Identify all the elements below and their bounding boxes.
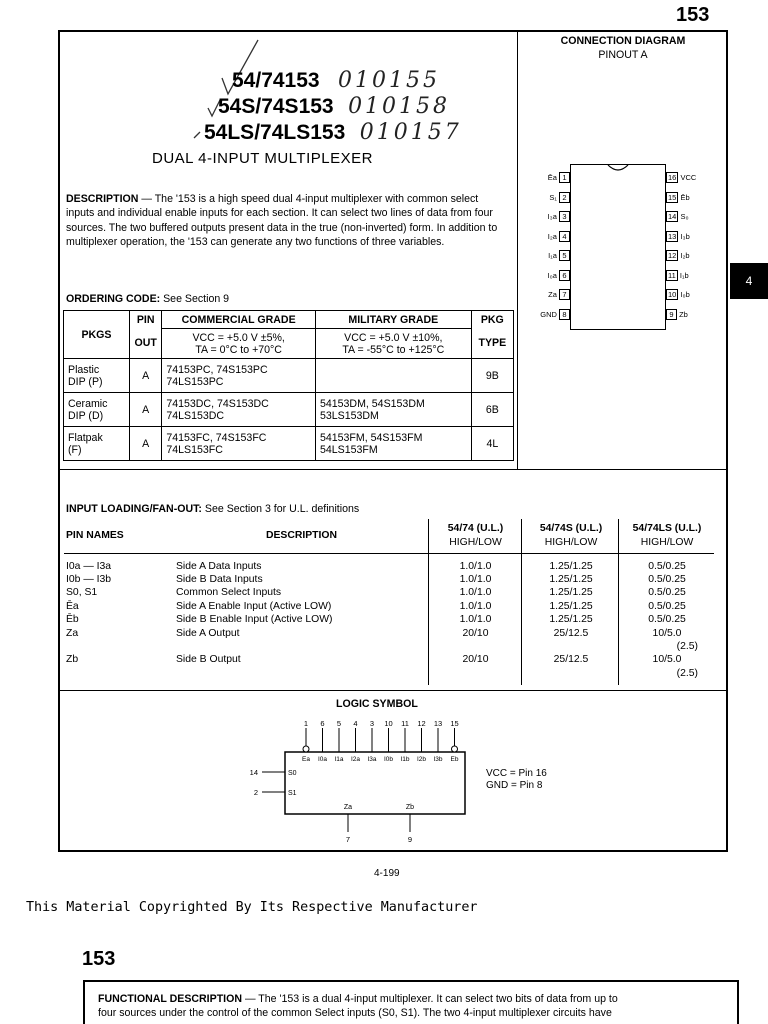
load-5474s: 1.25/1.25 [549, 560, 593, 572]
col-pkgs: PKGS [64, 311, 130, 359]
pin-name: I₁b [679, 270, 689, 280]
chip-pin-right [666, 231, 690, 242]
load-5474ls: 0.5/0.25 [648, 600, 686, 612]
col-pkg: PKG [471, 311, 513, 329]
logic-symbol-title: LOGIC SYMBOL [336, 698, 418, 710]
pin-number: 11 [668, 270, 676, 280]
pin-number: 14 [668, 212, 677, 221]
section-divider-2 [59, 690, 728, 691]
pin-description: Side A Output [176, 627, 240, 639]
pin-name: Ēa [547, 173, 557, 182]
load-5474: 1.0/1.0 [459, 560, 492, 572]
load-5474ls: 0.5/0.25 [648, 573, 686, 585]
pin-number-label: 6 [320, 719, 325, 728]
table-row [64, 586, 714, 599]
handwritten-code: 010158 [348, 94, 451, 119]
pin-number: 10 [668, 290, 677, 299]
pin-signal-label: Ea [302, 756, 310, 763]
load-5474ls: 10/5.0 (2.5) [652, 654, 698, 679]
load-5474s: 1.25/1.25 [549, 614, 593, 626]
pin-number: 7 [559, 289, 570, 300]
pin-name: Za [66, 627, 79, 639]
pin-number-label: 15 [450, 719, 459, 728]
load-5474s: 25/12.5 [553, 627, 589, 639]
page-footer-number: 4-199 [374, 868, 400, 879]
load-5474ls: 0.5/0.25 [648, 614, 686, 626]
load-5474s: 1.25/1.25 [549, 573, 593, 585]
chip-pin-right [666, 192, 690, 203]
pin-signal-label: I1a [334, 756, 344, 763]
section-divider [59, 469, 728, 470]
pin-signal-label: Eb [450, 756, 459, 763]
commercial-conditions: VCC = +5.0 V ±5%, TA = 0°C to +70°C [162, 329, 316, 359]
part-line-2 [218, 94, 450, 119]
pin-name: GND [540, 309, 557, 319]
s0-number: 14 [249, 768, 258, 777]
ordering-code-label: ORDERING CODE: See Section 9 [66, 293, 230, 305]
pin-number: 5 [559, 250, 570, 261]
part-number: 54S/74S153 [218, 95, 334, 118]
zb-number: 9 [407, 835, 413, 844]
load-5474ls: 0.5/0.25 [648, 560, 686, 572]
part-number: 54/74153 [232, 69, 320, 92]
pin-description: Side B Output [176, 654, 241, 666]
pin-number: 1 [559, 172, 570, 183]
load-5474: 1.0/1.0 [459, 587, 492, 599]
pin-number-label: 11 [401, 719, 409, 728]
inversion-bubble [452, 746, 458, 752]
pin-number: 6 [559, 270, 570, 281]
za-label: Za [343, 804, 353, 811]
pin-number-label: 1 [303, 719, 309, 728]
load-5474: 1.0/1.0 [459, 600, 492, 612]
pin-name: I₂a [547, 231, 557, 241]
chip-pin-right [666, 309, 688, 320]
pin-description: Side B Enable Input (Active LOW) [176, 614, 333, 626]
logic-symbol-diagram [240, 716, 480, 848]
pin-number: 13 [668, 231, 677, 241]
pin-description: Side A Enable Input (Active LOW) [176, 600, 332, 612]
pin-number-label: 4 [353, 719, 358, 728]
ordering-table [63, 310, 514, 461]
chip-pin-right [666, 289, 690, 300]
pin-name: S0, S1 [66, 587, 98, 599]
load-5474: 1.0/1.0 [459, 573, 492, 585]
table-row [64, 600, 714, 613]
col-commercial: COMMERCIAL GRADE [162, 311, 316, 329]
col-pin: PIN [129, 311, 161, 329]
loading-col-divider [521, 519, 522, 685]
pin-number-label: 3 [369, 719, 375, 728]
pin-name: I₀b [680, 290, 690, 299]
col-5474: 54/74 (U.L.) HIGH/LOW [447, 523, 504, 548]
pin-number-label: 5 [336, 719, 342, 728]
pin-signal-label: I1b [400, 756, 410, 763]
s0-label: S0 [288, 770, 297, 777]
load-5474: 20/10 [462, 627, 489, 639]
device-subtitle: DUAL 4-INPUT MULTIPLEXER [152, 150, 373, 167]
zb-label: Zb [405, 804, 415, 811]
pin-number-label: 12 [417, 719, 426, 728]
col-5474s: 54/74S (U.L.) HIGH/LOW [539, 523, 603, 548]
pin-number: 9 [666, 309, 677, 320]
input-loading-table [64, 519, 714, 680]
functional-description: FUNCTIONAL DESCRIPTION — The '153 is a dual 4-input multiplexer. It can select two bits of data from up to four sources under the control of the common Select inputs (S0, S1). The two 4-input multiplexer circuits have [98, 993, 618, 1020]
chip-pin-left [524, 289, 570, 300]
handwritten-code: 010157 [359, 120, 462, 145]
load-5474ls: 0.5/0.25 [648, 587, 686, 599]
pin-name: Ēb [66, 614, 79, 626]
table-row [64, 653, 714, 680]
chip-pin-right [666, 270, 689, 281]
s1-label: S1 [288, 790, 297, 797]
pin-signal-label: I0b [383, 756, 394, 763]
load-5474s: 1.25/1.25 [549, 587, 593, 599]
part-number: 54LS/74LS153 [204, 121, 346, 144]
section-tab[interactable]: 4 [730, 263, 768, 299]
chip-pin-left [524, 172, 570, 183]
pin-number: 3 [559, 211, 570, 222]
load-5474: 1.0/1.0 [459, 614, 492, 626]
pin-name: S₀ [680, 212, 689, 221]
chip-pin-right [666, 250, 690, 261]
pin-name: VCC [680, 173, 697, 182]
loading-col-divider [618, 519, 619, 685]
chip-pin-left [524, 231, 570, 242]
col-pin-names: PIN NAMES [66, 530, 124, 542]
load-5474s: 25/12.5 [553, 654, 589, 666]
load-5474: 20/10 [462, 654, 489, 666]
load-5474ls: 10/5.0 (2.5) [652, 627, 698, 652]
pin-name: Ēa [66, 600, 79, 612]
description-text: The '153 is a high speed dual 4-input multiplexer with common select inputs and individual enable inputs for each section. It can select two lines of data from four sources. The two buffered outputs present data in the true (non-inverted) form. In addition to multiplexer operation, the '153 can generate any two functions of three variables. [66, 193, 498, 249]
chip-pin-left [524, 211, 570, 222]
pin-name: I₂b [680, 251, 690, 260]
copyright-notice: This Material Copyrighted By Its Respective Manufacturer [26, 900, 478, 915]
pin-name: I₃a [547, 212, 557, 221]
description-heading: DESCRIPTION [66, 193, 139, 205]
chip-notch [606, 163, 630, 173]
military-conditions: VCC = +5.0 V ±10%, TA = -55°C to +125°C [315, 329, 471, 359]
pin-signal-label: I2a [350, 756, 361, 763]
pin-number: 12 [668, 251, 677, 260]
pin-number: 15 [668, 192, 677, 202]
chip-pin-right [666, 172, 696, 183]
pin-name: Zb [66, 654, 79, 666]
chip-body [570, 164, 666, 330]
pin-number: 8 [559, 309, 570, 320]
pin-name: Za [548, 290, 557, 299]
col-description: DESCRIPTION [265, 530, 337, 542]
table-row [64, 573, 714, 586]
pin-number: 4 [559, 231, 570, 242]
loading-col-divider [428, 519, 429, 685]
table-row [64, 553, 714, 573]
pin-name: I₀a [547, 270, 557, 280]
pin-number: 2 [559, 192, 570, 203]
pin-name: Ēb [680, 192, 690, 202]
col-military: MILITARY GRADE [315, 311, 471, 329]
pin-name: I0a — I3a [66, 560, 112, 572]
table-row [64, 613, 714, 626]
connection-diagram-subtitle: PINOUT A [598, 49, 648, 61]
pin-name: I0b — I3b [66, 573, 112, 585]
table-row: Plastic DIP (P) A 74153PC, 74S153PC 74LS153PC 9B [64, 359, 514, 393]
column-divider [517, 31, 518, 469]
pin-name: Zb [679, 309, 688, 319]
description: DESCRIPTION — The '153 is a high speed dual 4-input multiplexer with common select inputs and individual enable inputs for each section. It can select two lines of data from four sources. The two buffered outputs present data in the true (non-inverted) form. In addition to multiplexer operation, the '153 can generate any two functions of three variables. [66, 193, 498, 249]
pin-signal-label: I0a [317, 756, 328, 763]
col-type: TYPE [471, 329, 513, 359]
pin-name: S₁ [549, 192, 557, 202]
col-out: OUT [129, 329, 161, 359]
handwritten-code: 010155 [338, 68, 441, 93]
input-loading-label: INPUT LOADING/FAN-OUT: See Section 3 for U.L. definitions [66, 503, 360, 515]
pin-number-label: 13 [433, 719, 443, 728]
chip-pin-left [524, 309, 570, 320]
pin-name: I₁a [548, 251, 557, 260]
part-line-1 [232, 68, 440, 93]
next-page-number: 153 [82, 948, 116, 970]
connection-diagram-title: CONNECTION DIAGRAM [560, 35, 686, 47]
table-row: Ceramic DIP (D) A 74153DC, 74S153DC 74LS153DC 54153DM, 54S153DM 53LS153DM 6B [64, 393, 514, 427]
pin-description: Common Select Inputs [176, 587, 282, 599]
inversion-bubble [303, 746, 309, 752]
table-row: Flatpak (F) A 74153FC, 74S153FC 74LS153FC 54153FM, 54S153FM 54LS153FM 4L [64, 427, 514, 461]
chip-pin-left [524, 192, 570, 203]
page-number: 153 [676, 4, 710, 26]
table-row [64, 627, 714, 654]
part-line-3 [204, 120, 462, 145]
chip-pin-left [524, 250, 570, 261]
col-5474ls: 54/74LS (U.L.) HIGH/LOW [632, 523, 702, 548]
za-number: 7 [345, 835, 351, 844]
pin-signal-label: I3b [433, 756, 443, 763]
pin-signal-label: I3a [367, 756, 377, 763]
pin-description: Side B Data Inputs [176, 573, 263, 585]
pin-name: I₃b [680, 231, 690, 241]
pin-number-label: 10 [384, 719, 393, 728]
chip-pin-left [524, 270, 570, 281]
pin-number: 16 [668, 173, 677, 182]
s1-number: 2 [253, 788, 258, 797]
load-5474s: 1.25/1.25 [549, 600, 593, 612]
power-notes: VCC = Pin 16 GND = Pin 8 [486, 768, 547, 791]
chip-pin-right [666, 211, 689, 222]
pin-signal-label: I2b [416, 756, 427, 763]
pin-description: Side A Data Inputs [176, 560, 262, 572]
